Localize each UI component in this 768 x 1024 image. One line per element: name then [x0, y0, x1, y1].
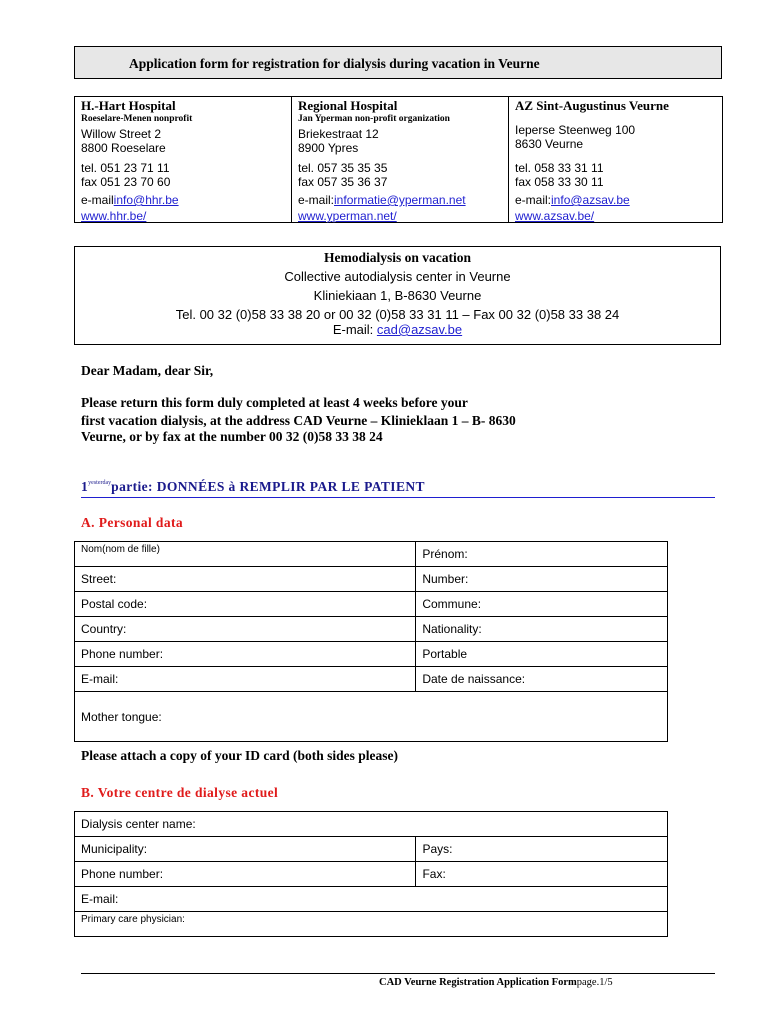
field-phone[interactable]: Phone number: [75, 642, 416, 667]
hospital-tel: tel. 051 23 71 11 [81, 161, 170, 175]
field-dialysis-center-name[interactable]: Dialysis center name: [75, 812, 668, 837]
dialysis-center-table [74, 811, 668, 937]
field-commune[interactable]: Commune: [416, 592, 668, 617]
hospital-name: Regional Hospital [298, 98, 398, 113]
field-email[interactable]: E-mail: [75, 887, 668, 912]
hemodialysis-info-box [74, 246, 721, 345]
instruction-line: first vacation dialysis, at the address CAD Veurne – Klinieklaan 1 – B- 8630 [81, 413, 516, 428]
hospital-web-line [298, 209, 397, 223]
field-phone[interactable]: Phone number: [75, 862, 416, 887]
hospital-city: 8800 Roeselare [81, 141, 166, 155]
form-title: Application form for registration for dialysis during vacation in Veurne [129, 56, 540, 71]
page-number: page.1/5 [576, 977, 613, 988]
hospital-web-link[interactable]: www.azsav.be/ [515, 209, 595, 223]
hospital-street: Ieperse Steenweg 100 [515, 123, 636, 137]
field-mother-tongue[interactable]: Mother tongue: [75, 692, 668, 742]
hospital-web-line [81, 209, 146, 223]
hospital-fax: fax 051 23 70 60 [81, 175, 171, 189]
hospital-email-link[interactable]: info@hhr.be [113, 193, 179, 207]
hospital-column-yperman [291, 97, 508, 222]
field-email[interactable]: E-mail: [75, 667, 416, 692]
email-prefix: e-mail: [515, 193, 552, 207]
section-b-heading: B. Votre centre de dialyse actuel [81, 785, 279, 800]
hospital-name: AZ Sint-Augustinus Veurne [515, 98, 669, 113]
hospital-subtitle: Roeselare-Menen nonprofit [81, 114, 193, 124]
section-a-heading: A. Personal data [81, 515, 184, 530]
hospital-city: 8900 Ypres [298, 141, 359, 155]
field-primary-physician[interactable]: Primary care physician: [75, 912, 668, 937]
email-prefix: E-mail: [332, 322, 377, 337]
hospital-fax: fax 058 33 30 11 [515, 175, 604, 189]
field-municipality[interactable]: Municipality: [75, 837, 416, 862]
hospital-email-link[interactable]: info@azsav.be [551, 193, 630, 207]
instruction-line: Veurne, or by fax at the number 00 32 (0)58 33 38 24 [81, 429, 383, 444]
footer-divider [81, 973, 715, 974]
email-prefix: e-mail [81, 193, 114, 207]
hemo-email-line [75, 322, 720, 337]
field-fax[interactable]: Fax: [416, 862, 668, 887]
hospitals-table [74, 96, 723, 223]
form-title-box [74, 46, 722, 79]
hospital-fax: fax 057 35 36 37 [298, 175, 388, 189]
hospital-email-link[interactable]: informatie@yperman.net [334, 193, 466, 207]
hospital-web-link[interactable]: www.yperman.net/ [298, 209, 397, 223]
field-country[interactable]: Country: [75, 617, 416, 642]
hospital-street: Briekestraat 12 [298, 127, 379, 141]
footer-title: CAD Veurne Registration Application Form [379, 977, 577, 988]
hospital-email-line [298, 193, 466, 207]
hospital-column-hhart [75, 97, 291, 222]
hospital-web-line [515, 209, 594, 223]
field-birth-date[interactable]: Date de naissance: [416, 667, 668, 692]
hospital-tel: tel. 057 35 35 35 [298, 161, 388, 175]
hemo-email-link[interactable]: cad@azsav.be [376, 322, 463, 337]
hospital-subtitle: Jan Yperman non-profit organization [298, 114, 450, 124]
part-number: 1 [81, 479, 89, 494]
hemo-line-center: Collective autodialysis center in Veurne [284, 269, 511, 284]
footer [379, 977, 613, 988]
hemo-line-phone: Tel. 00 32 (0)58 33 38 20 or 00 32 (0)58 33 31 11 – Fax 00 32 (0)58 33 38 24 [175, 307, 620, 322]
hospital-email-line [81, 193, 179, 207]
hospital-tel: tel. 058 33 31 11 [515, 161, 604, 175]
field-mobile[interactable]: Portable [416, 642, 668, 667]
hospital-city: 8630 Veurne [515, 137, 584, 151]
field-street[interactable]: Street: [75, 567, 416, 592]
hospital-column-azsav [508, 97, 722, 222]
id-card-note: Please attach a copy of your ID card (both sides please) [81, 748, 398, 763]
field-postal-code[interactable]: Postal code: [75, 592, 416, 617]
part-heading [81, 479, 715, 498]
field-country[interactable]: Pays: [416, 837, 668, 862]
personal-data-table [74, 541, 668, 742]
hemo-title: Hemodialysis on vacation [323, 250, 471, 265]
instruction-line: Please return this form duly completed at least 4 weeks before your [81, 395, 468, 410]
field-nationality[interactable]: Nationality: [416, 617, 668, 642]
part-superscript: yesterday [88, 480, 112, 486]
field-first-name[interactable]: Prénom: [416, 542, 668, 567]
hemo-line-address: Kliniekiaan 1, B-8630 Veurne [313, 288, 482, 303]
email-prefix: e-mail: [298, 193, 335, 207]
hospital-email-line [515, 193, 630, 207]
part-text: partie: DONNÉES à REMPLIR PAR LE PATIENT [111, 479, 425, 494]
greeting: Dear Madam, dear Sir, [81, 363, 214, 378]
field-name[interactable]: Nom(nom de fille) [75, 542, 416, 567]
hospital-web-link[interactable]: www.hhr.be/ [81, 209, 147, 223]
hospital-name: H.-Hart Hospital [81, 98, 176, 113]
field-number[interactable]: Number: [416, 567, 668, 592]
hospital-street: Willow Street 2 [81, 127, 162, 141]
